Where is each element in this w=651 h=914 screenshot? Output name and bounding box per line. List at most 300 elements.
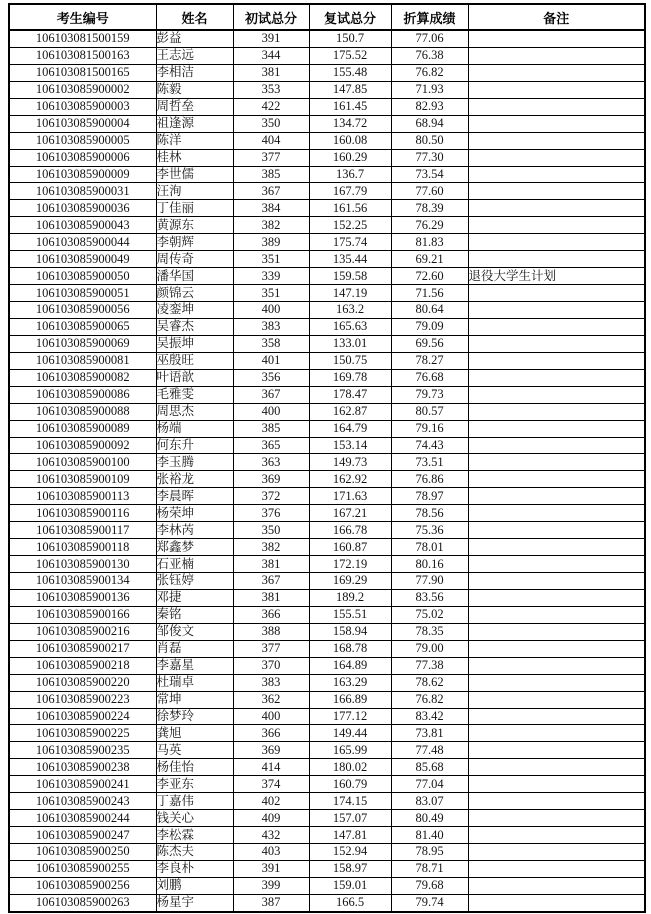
- table-row: [9, 403, 645, 420]
- name-cell: 周思杰: [156, 403, 233, 420]
- name-cell: 肖磊: [156, 640, 233, 657]
- candidate-id-cell: 106103085900006: [9, 149, 156, 166]
- table-row: [9, 691, 645, 708]
- table-row: [9, 573, 645, 590]
- retest-score-cell: 178.47: [309, 386, 391, 403]
- remark-cell: [468, 793, 645, 810]
- retest-score-cell: 160.08: [309, 132, 391, 149]
- retest-score-cell: 158.97: [309, 860, 391, 877]
- candidate-id-cell: 106103085900065: [9, 318, 156, 335]
- converted-score-cell: 76.82: [391, 64, 468, 81]
- name-cell: 汪洵: [156, 183, 233, 200]
- initial-score-cell: 372: [233, 488, 309, 505]
- retest-score-cell: 167.79: [309, 183, 391, 200]
- remark-cell: [468, 505, 645, 522]
- table-row: [9, 708, 645, 725]
- candidate-id-cell: 106103085900256: [9, 877, 156, 894]
- remark-cell: [468, 725, 645, 742]
- remark-cell: [468, 352, 645, 369]
- initial-score-cell: 389: [233, 234, 309, 251]
- table-row: [9, 606, 645, 623]
- table-row: [9, 81, 645, 98]
- converted-score-cell: 77.04: [391, 776, 468, 793]
- remark-cell: [468, 606, 645, 623]
- candidate-id-cell: 106103085900088: [9, 403, 156, 420]
- candidate-id-cell: 106103085900043: [9, 217, 156, 234]
- candidate-id-cell: 106103085900086: [9, 386, 156, 403]
- candidate-id-cell: 106103085900050: [9, 268, 156, 285]
- retest-score-cell: 149.44: [309, 725, 391, 742]
- remark-cell: [468, 759, 645, 776]
- initial-score-cell: 367: [233, 573, 309, 590]
- initial-score-cell: 381: [233, 64, 309, 81]
- initial-score-cell: 350: [233, 115, 309, 132]
- name-cell: 李玉腾: [156, 454, 233, 471]
- name-cell: 李相洁: [156, 64, 233, 81]
- table-row: [9, 302, 645, 319]
- retest-score-cell: 147.19: [309, 285, 391, 302]
- initial-score-cell: 358: [233, 335, 309, 352]
- remark-cell: [468, 691, 645, 708]
- converted-score-cell: 79.68: [391, 877, 468, 894]
- remark-cell: [468, 573, 645, 590]
- converted-score-cell: 78.27: [391, 352, 468, 369]
- candidate-id-cell: 106103085900247: [9, 827, 156, 844]
- table-row: [9, 318, 645, 335]
- table-row: [9, 877, 645, 894]
- initial-score-cell: 339: [233, 268, 309, 285]
- converted-score-cell: 79.73: [391, 386, 468, 403]
- converted-score-cell: 73.54: [391, 166, 468, 183]
- name-cell: 祖逢源: [156, 115, 233, 132]
- converted-score-cell: 73.81: [391, 725, 468, 742]
- retest-score-cell: 153.14: [309, 437, 391, 454]
- candidate-id-cell: 106103085900243: [9, 793, 156, 810]
- retest-score-cell: 133.01: [309, 335, 391, 352]
- retest-score-cell: 189.2: [309, 589, 391, 606]
- remark-cell: [468, 183, 645, 200]
- name-cell: 周传奇: [156, 251, 233, 268]
- remark-cell: [468, 776, 645, 793]
- candidate-id-cell: 106103085900044: [9, 234, 156, 251]
- converted-score-cell: 80.49: [391, 810, 468, 827]
- remark-cell: [468, 522, 645, 539]
- remark-cell: [468, 98, 645, 115]
- candidate-id-cell: 106103085900241: [9, 776, 156, 793]
- table-row: [9, 166, 645, 183]
- converted-score-cell: 80.16: [391, 556, 468, 573]
- retest-score-cell: 160.79: [309, 776, 391, 793]
- converted-score-cell: 78.62: [391, 674, 468, 691]
- name-cell: 周哲垒: [156, 98, 233, 115]
- converted-score-cell: 76.86: [391, 471, 468, 488]
- candidate-id-cell: 106103081500165: [9, 64, 156, 81]
- retest-score-cell: 165.99: [309, 742, 391, 759]
- initial-score-cell: 366: [233, 606, 309, 623]
- retest-score-cell: 169.29: [309, 573, 391, 590]
- remark-cell: [468, 30, 645, 47]
- retest-score-cell: 162.92: [309, 471, 391, 488]
- remark-cell: [468, 251, 645, 268]
- initial-score-cell: 382: [233, 539, 309, 556]
- remark-cell: [468, 132, 645, 149]
- name-cell: 杨星宇: [156, 894, 233, 911]
- name-cell: 杨荣坤: [156, 505, 233, 522]
- converted-score-cell: 76.82: [391, 691, 468, 708]
- table-row: [9, 30, 645, 47]
- converted-score-cell: 81.40: [391, 827, 468, 844]
- converted-score-cell: 79.74: [391, 894, 468, 911]
- initial-score-cell: 387: [233, 894, 309, 911]
- candidate-id-cell: 106103085900244: [9, 810, 156, 827]
- header-retest-score: 复试总分: [309, 4, 391, 30]
- initial-score-cell: 383: [233, 318, 309, 335]
- name-cell: 郑鑫梦: [156, 539, 233, 556]
- remark-cell: [468, 285, 645, 302]
- remark-cell: [468, 47, 645, 64]
- table-row: [9, 420, 645, 437]
- converted-score-cell: 82.93: [391, 98, 468, 115]
- name-cell: 李嘉星: [156, 657, 233, 674]
- initial-score-cell: 353: [233, 81, 309, 98]
- name-cell: 陈毅: [156, 81, 233, 98]
- remark-cell: [468, 877, 645, 894]
- remark-cell: [468, 234, 645, 251]
- converted-score-cell: 73.51: [391, 454, 468, 471]
- candidate-id-cell: 106103085900136: [9, 589, 156, 606]
- converted-score-cell: 83.07: [391, 793, 468, 810]
- initial-score-cell: 365: [233, 437, 309, 454]
- initial-score-cell: 377: [233, 149, 309, 166]
- table-row: [9, 776, 645, 793]
- name-cell: 杨佳怡: [156, 759, 233, 776]
- name-cell: 桂林: [156, 149, 233, 166]
- name-cell: 丁佳丽: [156, 200, 233, 217]
- remark-cell: [468, 488, 645, 505]
- retest-score-cell: 166.78: [309, 522, 391, 539]
- initial-score-cell: 351: [233, 251, 309, 268]
- name-cell: 秦铭: [156, 606, 233, 623]
- retest-score-cell: 160.87: [309, 539, 391, 556]
- initial-score-cell: 414: [233, 759, 309, 776]
- remark-cell: [468, 166, 645, 183]
- table-row: [9, 251, 645, 268]
- name-cell: 邓捷: [156, 589, 233, 606]
- name-cell: 龚旭: [156, 725, 233, 742]
- converted-score-cell: 77.30: [391, 149, 468, 166]
- name-cell: 李晨晖: [156, 488, 233, 505]
- converted-score-cell: 80.50: [391, 132, 468, 149]
- table-row: [9, 183, 645, 200]
- converted-score-cell: 72.60: [391, 268, 468, 285]
- name-cell: 毛雅雯: [156, 386, 233, 403]
- remark-cell: [468, 742, 645, 759]
- candidate-id-cell: 106103085900217: [9, 640, 156, 657]
- initial-score-cell: 399: [233, 877, 309, 894]
- retest-score-cell: 164.79: [309, 420, 391, 437]
- candidate-id-cell: 106103085900116: [9, 505, 156, 522]
- converted-score-cell: 78.95: [391, 844, 468, 861]
- initial-score-cell: 385: [233, 420, 309, 437]
- remark-cell: [468, 894, 645, 911]
- table-row: [9, 844, 645, 861]
- name-cell: 黄源东: [156, 217, 233, 234]
- name-cell: 马英: [156, 742, 233, 759]
- remark-cell: [468, 200, 645, 217]
- converted-score-cell: 80.57: [391, 403, 468, 420]
- converted-score-cell: 75.02: [391, 606, 468, 623]
- initial-score-cell: 382: [233, 217, 309, 234]
- remark-cell: [468, 827, 645, 844]
- retest-score-cell: 174.15: [309, 793, 391, 810]
- table-row: [9, 454, 645, 471]
- name-cell: 陈杰夫: [156, 844, 233, 861]
- initial-score-cell: 402: [233, 793, 309, 810]
- converted-score-cell: 78.56: [391, 505, 468, 522]
- converted-score-cell: 76.38: [391, 47, 468, 64]
- name-cell: 何东升: [156, 437, 233, 454]
- remark-cell: [468, 860, 645, 877]
- remark-cell: [468, 539, 645, 556]
- candidate-id-cell: 106103085900049: [9, 251, 156, 268]
- candidate-id-cell: 106103085900036: [9, 200, 156, 217]
- table-row: [9, 352, 645, 369]
- table-row: [9, 556, 645, 573]
- retest-score-cell: 136.7: [309, 166, 391, 183]
- candidate-id-cell: 106103085900031: [9, 183, 156, 200]
- initial-score-cell: 374: [233, 776, 309, 793]
- name-cell: 钱关心: [156, 810, 233, 827]
- score-table-container: [8, 3, 646, 913]
- candidate-id-cell: 106103085900224: [9, 708, 156, 725]
- header-row: [9, 4, 645, 30]
- remark-cell: [468, 403, 645, 420]
- name-cell: 陈洋: [156, 132, 233, 149]
- table-row: [9, 810, 645, 827]
- candidate-id-cell: 106103085900056: [9, 302, 156, 319]
- candidate-id-cell: 106103085900238: [9, 759, 156, 776]
- candidate-id-cell: 106103085900130: [9, 556, 156, 573]
- converted-score-cell: 77.06: [391, 30, 468, 47]
- table-row: [9, 234, 645, 251]
- initial-score-cell: 404: [233, 132, 309, 149]
- table-row: [9, 623, 645, 640]
- converted-score-cell: 79.09: [391, 318, 468, 335]
- table-row: [9, 860, 645, 877]
- name-cell: 杨端: [156, 420, 233, 437]
- initial-score-cell: 356: [233, 369, 309, 386]
- initial-score-cell: 351: [233, 285, 309, 302]
- remark-cell: [468, 674, 645, 691]
- table-row: [9, 793, 645, 810]
- candidate-id-cell: 106103085900051: [9, 285, 156, 302]
- retest-score-cell: 157.07: [309, 810, 391, 827]
- retest-score-cell: 161.45: [309, 98, 391, 115]
- initial-score-cell: 403: [233, 844, 309, 861]
- retest-score-cell: 172.19: [309, 556, 391, 573]
- retest-score-cell: 161.56: [309, 200, 391, 217]
- table-row: [9, 827, 645, 844]
- initial-score-cell: 383: [233, 674, 309, 691]
- converted-score-cell: 77.60: [391, 183, 468, 200]
- name-cell: 刘鹏: [156, 877, 233, 894]
- name-cell: 常坤: [156, 691, 233, 708]
- name-cell: 李良朴: [156, 860, 233, 877]
- table-row: [9, 200, 645, 217]
- name-cell: 丁嘉伟: [156, 793, 233, 810]
- initial-score-cell: 369: [233, 742, 309, 759]
- remark-cell: [468, 657, 645, 674]
- table-row: [9, 505, 645, 522]
- table-row: [9, 149, 645, 166]
- retest-score-cell: 166.89: [309, 691, 391, 708]
- remark-cell: [468, 64, 645, 81]
- remark-cell: [468, 589, 645, 606]
- retest-score-cell: 150.7: [309, 30, 391, 47]
- retest-score-cell: 150.75: [309, 352, 391, 369]
- header-remark: 备注: [468, 4, 645, 30]
- candidate-id-cell: 106103081500163: [9, 47, 156, 64]
- initial-score-cell: 409: [233, 810, 309, 827]
- initial-score-cell: 377: [233, 640, 309, 657]
- table-row: [9, 386, 645, 403]
- candidate-id-cell: 106103085900100: [9, 454, 156, 471]
- name-cell: 李世儒: [156, 166, 233, 183]
- retest-score-cell: 134.72: [309, 115, 391, 132]
- name-cell: 李松霖: [156, 827, 233, 844]
- table-row: [9, 64, 645, 81]
- remark-cell: [468, 810, 645, 827]
- candidate-id-cell: 106103081500159: [9, 30, 156, 47]
- initial-score-cell: 400: [233, 302, 309, 319]
- retest-score-cell: 149.73: [309, 454, 391, 471]
- remark-cell: [468, 623, 645, 640]
- table-row: [9, 725, 645, 742]
- retest-score-cell: 158.94: [309, 623, 391, 640]
- remark-cell: [468, 302, 645, 319]
- name-cell: 巫殷旺: [156, 352, 233, 369]
- candidate-id-cell: 106103085900069: [9, 335, 156, 352]
- table-row: [9, 657, 645, 674]
- initial-score-cell: 391: [233, 860, 309, 877]
- converted-score-cell: 83.42: [391, 708, 468, 725]
- retest-score-cell: 159.58: [309, 268, 391, 285]
- retest-score-cell: 152.94: [309, 844, 391, 861]
- converted-score-cell: 76.29: [391, 217, 468, 234]
- table-row: [9, 522, 645, 539]
- initial-score-cell: 362: [233, 691, 309, 708]
- candidate-id-cell: 106103085900118: [9, 539, 156, 556]
- retest-score-cell: 162.87: [309, 403, 391, 420]
- table-row: [9, 539, 645, 556]
- name-cell: 吴振坤: [156, 335, 233, 352]
- initial-score-cell: 381: [233, 589, 309, 606]
- name-cell: 彭益: [156, 30, 233, 47]
- header-converted-score: 折算成绩: [391, 4, 468, 30]
- name-cell: 张裕龙: [156, 471, 233, 488]
- name-cell: 石亚楠: [156, 556, 233, 573]
- remark-cell: [468, 369, 645, 386]
- converted-score-cell: 71.93: [391, 81, 468, 98]
- candidate-id-cell: 106103085900250: [9, 844, 156, 861]
- initial-score-cell: 391: [233, 30, 309, 47]
- initial-score-cell: 385: [233, 166, 309, 183]
- name-cell: 邹俊文: [156, 623, 233, 640]
- initial-score-cell: 381: [233, 556, 309, 573]
- retest-score-cell: 159.01: [309, 877, 391, 894]
- remark-cell: [468, 149, 645, 166]
- retest-score-cell: 167.21: [309, 505, 391, 522]
- retest-score-cell: 175.74: [309, 234, 391, 251]
- remark-cell: [468, 844, 645, 861]
- converted-score-cell: 74.43: [391, 437, 468, 454]
- converted-score-cell: 77.90: [391, 573, 468, 590]
- initial-score-cell: 370: [233, 657, 309, 674]
- converted-score-cell: 80.64: [391, 302, 468, 319]
- candidate-id-cell: 106103085900117: [9, 522, 156, 539]
- retest-score-cell: 147.85: [309, 81, 391, 98]
- remark-cell: [468, 217, 645, 234]
- initial-score-cell: 432: [233, 827, 309, 844]
- table-body: [9, 30, 645, 912]
- retest-score-cell: 165.63: [309, 318, 391, 335]
- name-cell: 吴睿杰: [156, 318, 233, 335]
- header-candidate-id: 考生编号: [9, 4, 156, 30]
- candidate-id-cell: 106103085900225: [9, 725, 156, 742]
- table-row: [9, 437, 645, 454]
- table-row: [9, 268, 645, 285]
- name-cell: 杜瑞卓: [156, 674, 233, 691]
- initial-score-cell: 400: [233, 708, 309, 725]
- converted-score-cell: 78.71: [391, 860, 468, 877]
- retest-score-cell: 175.52: [309, 47, 391, 64]
- candidate-id-cell: 106103085900092: [9, 437, 156, 454]
- table-row: [9, 674, 645, 691]
- retest-score-cell: 163.2: [309, 302, 391, 319]
- table-row: [9, 115, 645, 132]
- candidate-id-cell: 106103085900109: [9, 471, 156, 488]
- candidate-id-cell: 106103085900082: [9, 369, 156, 386]
- remark-cell: [468, 115, 645, 132]
- initial-score-cell: 384: [233, 200, 309, 217]
- initial-score-cell: 400: [233, 403, 309, 420]
- retest-score-cell: 168.78: [309, 640, 391, 657]
- table-row: [9, 217, 645, 234]
- retest-score-cell: 171.63: [309, 488, 391, 505]
- name-cell: 王志远: [156, 47, 233, 64]
- initial-score-cell: 376: [233, 505, 309, 522]
- remark-cell: [468, 454, 645, 471]
- converted-score-cell: 76.68: [391, 369, 468, 386]
- retest-score-cell: 164.89: [309, 657, 391, 674]
- converted-score-cell: 83.56: [391, 589, 468, 606]
- converted-score-cell: 85.68: [391, 759, 468, 776]
- converted-score-cell: 81.83: [391, 234, 468, 251]
- retest-score-cell: 169.78: [309, 369, 391, 386]
- candidate-id-cell: 106103085900113: [9, 488, 156, 505]
- converted-score-cell: 77.48: [391, 742, 468, 759]
- candidate-id-cell: 106103085900218: [9, 657, 156, 674]
- candidate-id-cell: 106103085900004: [9, 115, 156, 132]
- initial-score-cell: 350: [233, 522, 309, 539]
- initial-score-cell: 422: [233, 98, 309, 115]
- name-cell: 凌銮坤: [156, 302, 233, 319]
- retest-score-cell: 177.12: [309, 708, 391, 725]
- name-cell: 徐梦玲: [156, 708, 233, 725]
- remark-cell: [468, 437, 645, 454]
- table-row: [9, 132, 645, 149]
- remark-cell: [468, 386, 645, 403]
